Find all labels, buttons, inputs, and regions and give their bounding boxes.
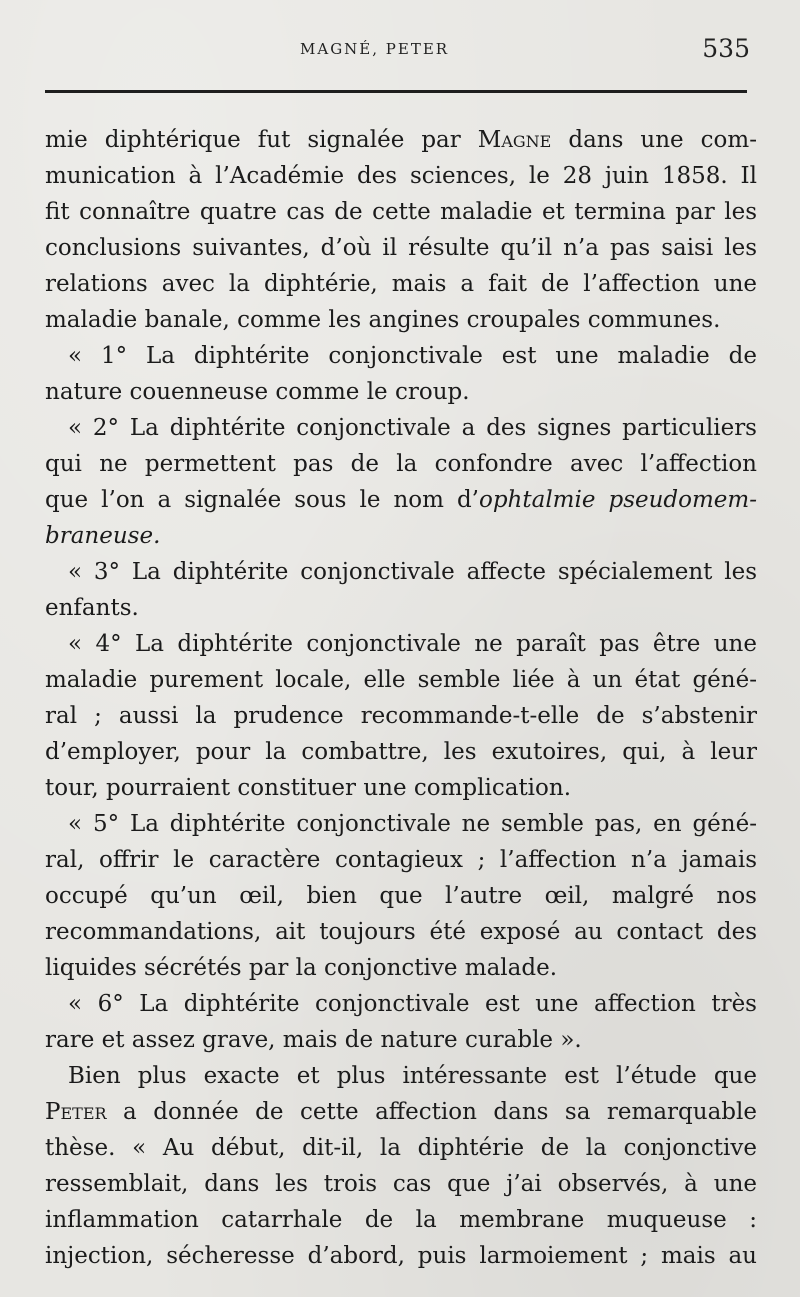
page-number: 535 [702,34,750,63]
text-line: maladie purement locale, elle semble liée à un état géné- [45,667,757,693]
text-line: que l’on a signalée sous le nom d’ophtalmie pseudomem- [45,487,757,513]
text-line: « 5° La diphtérite conjonctivale ne semble pas, en géné- [68,811,757,837]
text-line: qui ne permettent pas de la confondre avec l’affection [45,451,757,477]
text-line: « 4° La diphtérite conjonctivale ne paraît pas être une [68,631,757,657]
text-line: Bien plus exacte et plus intéressante est l’étude que [68,1063,757,1089]
text-line: ral ; aussi la prudence recommande-t-elle de s’abstenir [45,703,757,729]
author-name-peter: Peter [45,1099,107,1125]
text-line: « 2° La diphtérite conjonctivale a des signes particuliers [68,415,757,441]
text-line: tour, pourraient constituer une complication. [45,775,572,801]
text-line: enfants. [45,595,139,621]
text-line: liquides sécrétés par la conjonctive malade. [45,955,558,981]
body-text [45,122,757,1274]
text-line: maladie banale, comme les angines croupales communes. [45,307,721,333]
text-line: « 3° La diphtérite conjonctivale affecte spécialement les [68,559,757,585]
author-name-magne: Magne [477,127,552,153]
text-line: braneuse. [45,523,161,549]
running-head: MAGNÉ, PETER [300,40,450,58]
text-line: « 1° La diphtérite conjonctivale est une maladie de [68,343,757,369]
text-line: ressemblait, dans les trois cas que j’ai observés, à une [45,1171,757,1197]
text-line: munication à l’Académie des sciences, le 28 juin 1858. Il [45,163,757,189]
italic-term: ophtalmie pseudomem- [478,487,757,513]
text-line: conclusions suivantes, d’où il résulte qu’il n’a pas saisi les [45,235,757,261]
text-line: recommandations, ait toujours été exposé au contact des [45,919,757,945]
text-line: relations avec la diphtérie, mais a fait de l’affection une [45,271,757,297]
text-line: injection, sécheresse d’abord, puis larmoiement ; mais au [45,1243,757,1269]
text-line: ral, offrir le caractère contagieux ; l’affection n’a jamais [45,847,757,873]
text-line: rare et assez grave, mais de nature curable ». [45,1027,582,1053]
text-line: inflammation catarrhale de la membrane muqueuse : [45,1207,757,1233]
text-line: occupé qu’un œil, bien que l’autre œil, malgré nos [45,883,757,909]
text-line: nature couenneuse comme le croup. [45,379,470,405]
text-line: thèse. « Au début, dit-il, la diphtérie de la conjonctive [45,1135,757,1161]
text-line: mie diphtérique fut signalée par Magne dans une com- [45,127,757,153]
text-line: d’employer, pour la combattre, les exutoires, qui, à leur [45,739,757,765]
header-rule [45,90,747,93]
text-line: Peter a donnée de cette affection dans sa remarquable [45,1099,757,1125]
text-line: fit connaître quatre cas de cette maladie et termina par les [45,199,757,225]
text-line: « 6° La diphtérite conjonctivale est une affection très [68,991,757,1017]
